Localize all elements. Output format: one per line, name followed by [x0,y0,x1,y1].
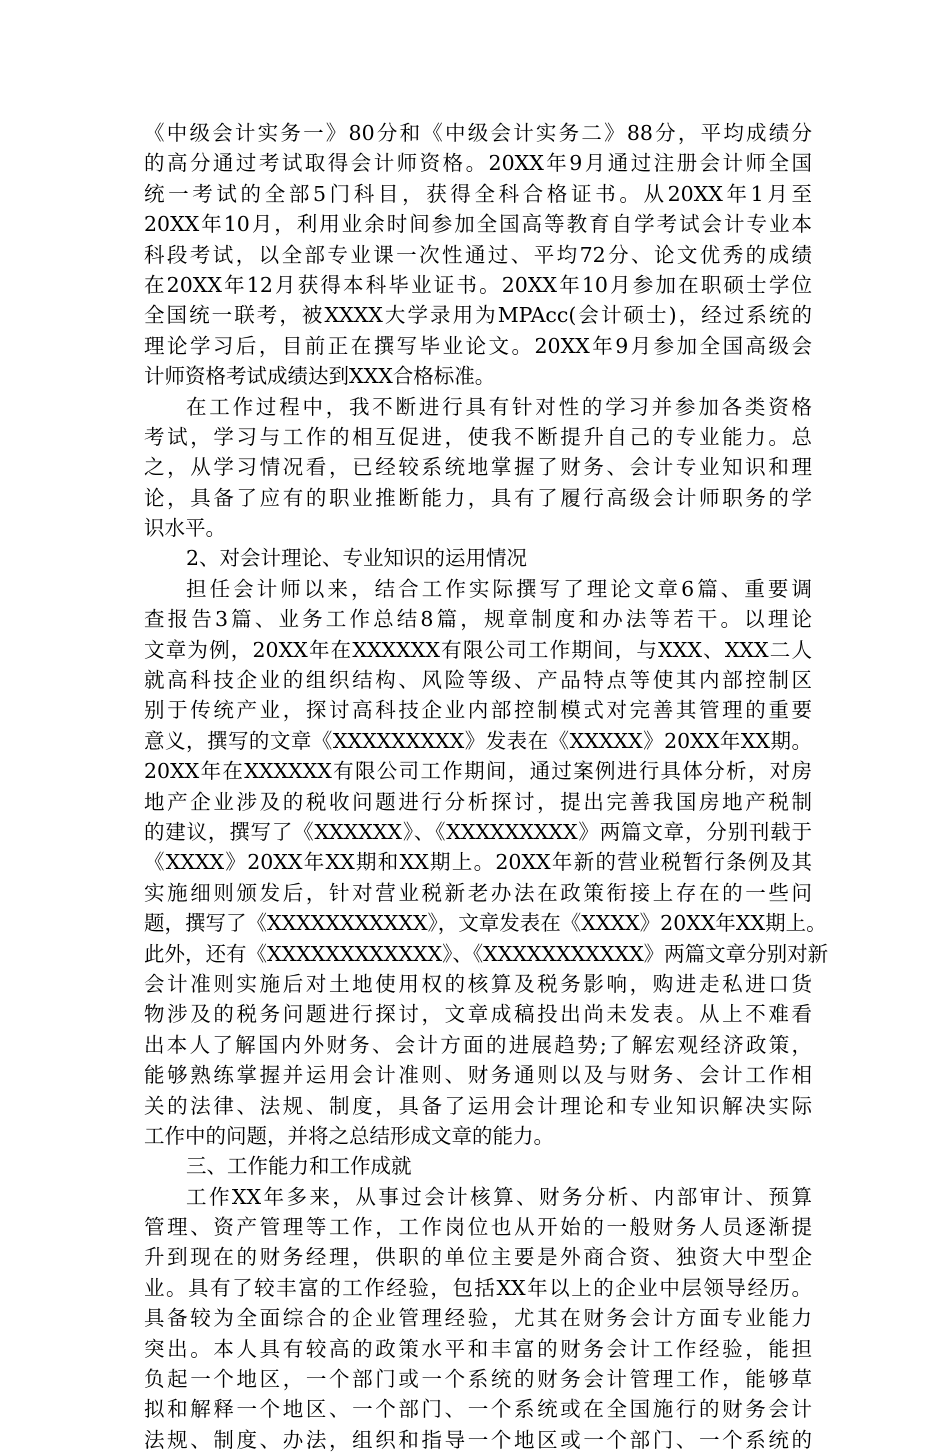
text-line: 之，从学习情况看，已经较系统地掌握了财务、会计专业知识和理 [144,455,812,480]
text-line: 出本人了解国内外财务、会计方面的进展趋势;了解宏观经济政策， [144,1032,812,1057]
text-line: 《中级会计实务一》80分和《中级会计实务二》88分，平均成绩分 [144,121,812,145]
text-line: 能够熟练掌握并运用会计准则、财务通则以及与财务、会计工作相 [144,1063,812,1088]
text-line: 2、对会计理论、专业知识的运用情况 [186,546,528,571]
text-line: 工作中的问题，并将之总结形成文章的能力。 [144,1123,554,1148]
text-line: 20XX年在XXXXXX有限公司工作期间，通过案例进行具体分析，对房 [144,759,812,784]
text-line: 的建议，撰写了《XXXXXX》、《XXXXXXXXX》两篇文章，分别刊载于 [144,819,812,844]
text-line: 突出。本人具有较高的政策水平和丰富的财务会计工作经验，能担 [144,1336,812,1361]
text-line: 此外，还有《XXXXXXXXXXXX》、《XXXXXXXXXXX》两篇文章分别对新 [144,941,829,966]
text-line: 计师资格考试成绩达到XXX合格标准。 [144,364,496,389]
text-line: 统一考试的全部5门科目，获得全科合格证书。从20XX年1月至 [144,181,812,206]
text-line: 法规、制度、办法，组织和指导一个地区或一个部门、一个系统的 [144,1427,812,1452]
text-line: 意义，撰写的文章《XXXXXXXXX》发表在《XXXXX》20XX年XX期。 [144,728,812,753]
text-line: 的高分通过考试取得会计师资格。20XX年9月通过注册会计师全国 [144,151,812,176]
text-line: 会计准则实施后对土地使用权的核算及税务影响，购进走私进口货 [144,971,812,996]
text-line: 识水平。 [144,516,226,541]
text-line: 在20XX年12月获得本科毕业证书。20XX年10月参加在职硕士学位 [144,272,812,297]
text-line: 考试，学习与工作的相互促进，使我不断提升自己的专业能力。总 [144,424,812,449]
text-line: 担任会计师以来，结合工作实际撰写了理论文章6篇、重要调 [186,576,812,601]
text-line: 管理、资产管理等工作，工作岗位也从开始的一般财务人员逐渐提 [144,1215,812,1240]
text-line: 文章为例，20XX年在XXXXXX有限公司工作期间，与XXX、XXX二人 [144,637,812,662]
text-line: 拟和解释一个地区、一个部门、一个系统或在全国施行的财务会计 [144,1397,812,1422]
text-line: 全国统一联考，被XXXX大学录用为MPAcc(会计硕士)，经过系统的 [144,303,812,328]
text-line: 论，具备了应有的职业推断能力，具有了履行高级会计师职务的学 [144,485,812,510]
text-line: 升到现在的财务经理，供职的单位主要是外商合资、独资大中型企 [144,1245,812,1270]
text-line: 三、工作能力和工作成就 [186,1154,412,1179]
text-line: 关的法律、法规、制度，具备了运用会计理论和专业知识解决实际 [144,1093,812,1118]
text-line: 具备较为全面综合的企业管理经验，尤其在财务会计方面专业能力 [144,1306,812,1331]
text-line: 查报告3篇、业务工作总结8篇，规章制度和办法等若干。以理论 [144,607,812,632]
text-line: 负起一个地区，一个部门或一个系统的财务会计管理工作，能够草 [144,1367,812,1392]
text-line: 《XXXX》20XX年XX期和XX期上。20XX年新的营业税暂行条例及其 [144,850,812,875]
text-line: 就高科技企业的组织结构、风险等级、产品特点等使其内部控制区 [144,668,812,693]
text-line: 题，撰写了《XXXXXXXXXXX》，文章发表在《XXXX》20XX年XX期上。 [144,911,827,936]
text-line: 实施细则颁发后，针对营业税新老办法在政策衔接上存在的一些问 [144,880,812,905]
text-line: 在工作过程中，我不断进行具有针对性的学习并参加各类资格 [186,394,812,419]
text-line: 物涉及的税务问题进行探讨，文章成稿投出尚未发表。从上不难看 [144,1002,812,1027]
text-line: 地产企业涉及的税收问题进行分析探讨，提出完善我国房地产税制 [144,789,812,814]
text-line: 业。具有了较丰富的工作经验，包括XX年以上的企业中层领导经历。 [144,1275,812,1300]
text-line: 理论学习后，目前正在撰写毕业论文。20XX年9月参加全国高级会 [144,333,812,358]
text-line: 别于传统产业，探讨高科技企业内部控制模式对完善其管理的重要 [144,698,812,723]
text-line: 工作XX年多来，从事过会计核算、财务分析、内部审计、预算 [186,1184,812,1209]
text-line: 20XX年10月，利用业余时间参加全国高等教育自学考试会计专业本 [144,212,812,237]
document-page [144,118,829,1455]
text-line: 科段考试，以全部专业课一次性通过、平均72分、论文优秀的成绩 [144,242,812,267]
